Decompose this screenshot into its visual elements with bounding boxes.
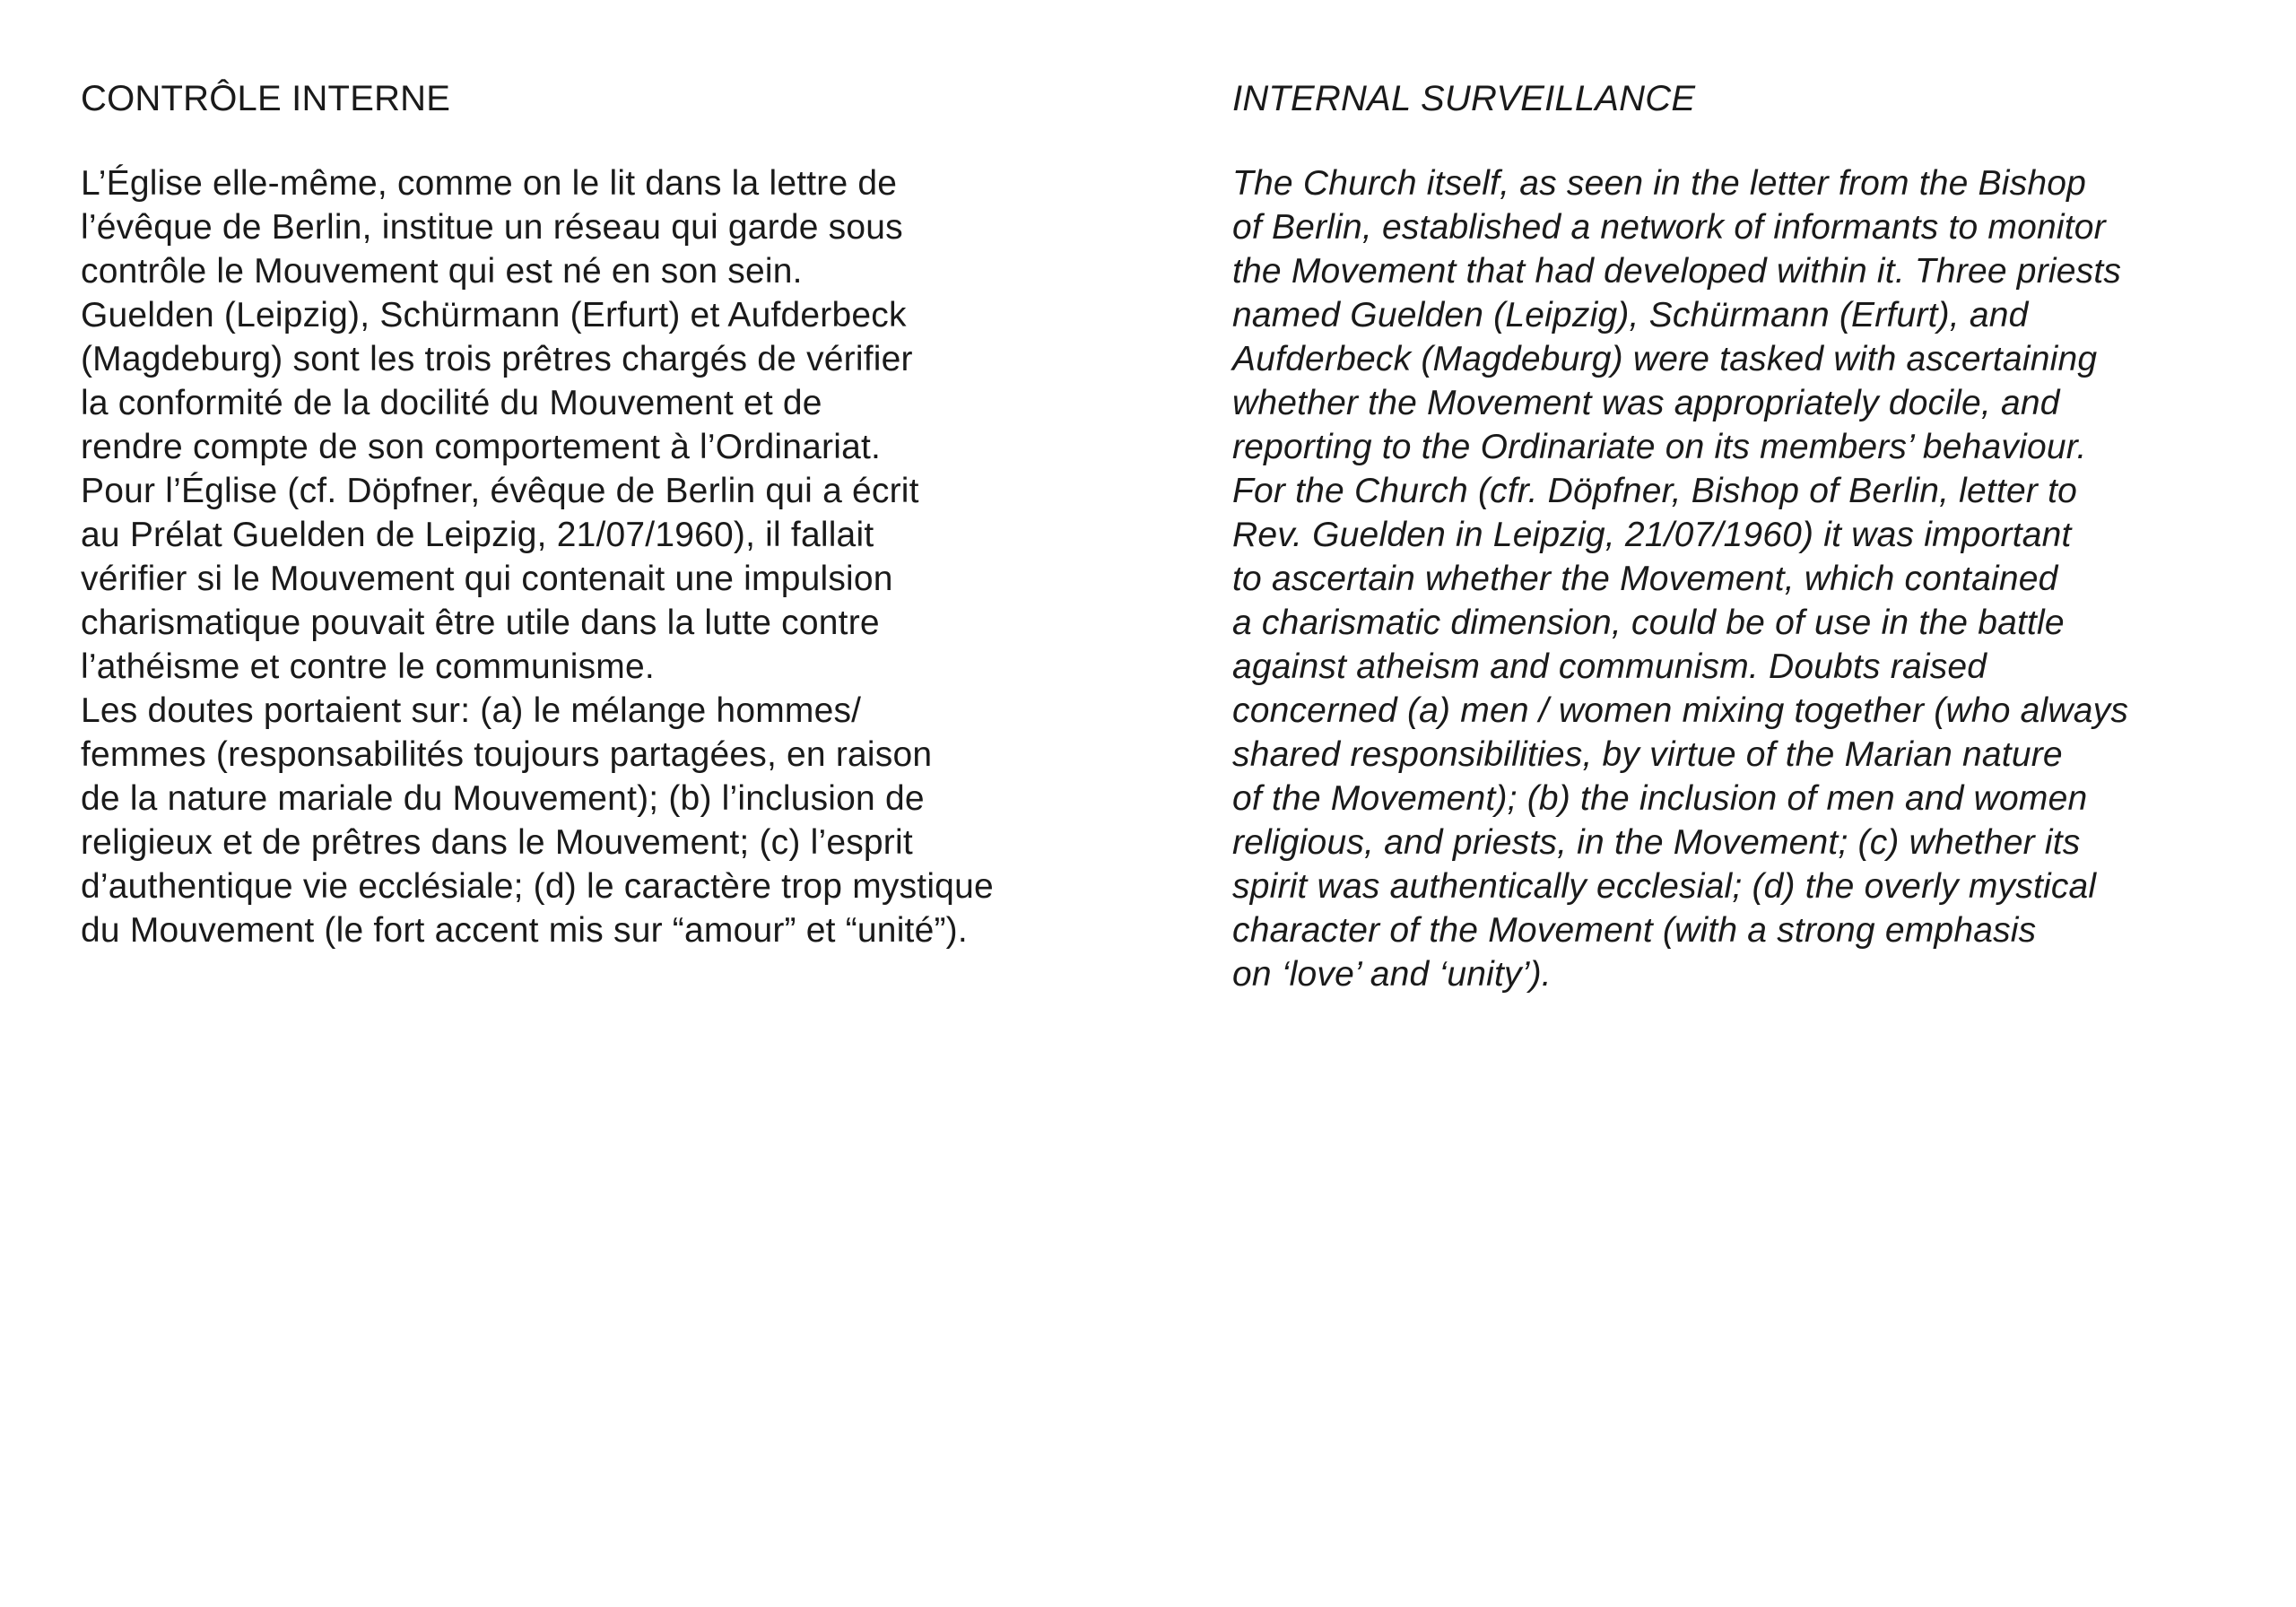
english-body bbox=[1232, 161, 2264, 996]
english-line: the Movement that had developed within it. Three priests bbox=[1232, 252, 2122, 291]
english-line: to ascertain whether the Movement, which contained bbox=[1232, 560, 2058, 598]
french-line: de la nature mariale du Mouvement); (b) l’inclusion de bbox=[81, 779, 925, 818]
english-line: The Church itself, as seen in the letter from the Bishop bbox=[1232, 164, 2086, 203]
english-line: For the Church (cfr. Döpfner, Bishop of Berlin, letter to bbox=[1232, 472, 2078, 510]
english-line: spirit was authentically ecclesial; (d) the overly mystical bbox=[1232, 867, 2097, 906]
french-line: religieux et de prêtres dans le Mouvement; (c) l’esprit bbox=[81, 823, 913, 862]
french-line: charismatique pouvait être utile dans la lutte contre bbox=[81, 604, 880, 642]
french-line: (Magdeburg) sont les trois prêtres chargés de vérifier bbox=[81, 340, 913, 378]
french-line: au Prélat Guelden de Leipzig, 21/07/1960), il fallait bbox=[81, 516, 874, 554]
english-line: concerned (a) men / women mixing together (who always bbox=[1232, 691, 2129, 730]
french-line: la conformité de la docilité du Mouvement et de bbox=[81, 384, 822, 422]
english-column bbox=[1232, 74, 2264, 996]
english-line: shared responsibilities, by virtue of the Marian nature bbox=[1232, 735, 2063, 774]
french-column bbox=[81, 74, 1175, 952]
english-line: named Guelden (Leipzig), Schürmann (Erfurt), and bbox=[1232, 296, 2029, 334]
french-line: l’athéisme et contre le communisme. bbox=[81, 647, 655, 686]
french-line: vérifier si le Mouvement qui contenait une impulsion bbox=[81, 560, 893, 598]
english-line: reporting to the Ordinariate on its members’ behaviour. bbox=[1232, 428, 2087, 466]
french-line: Guelden (Leipzig), Schürmann (Erfurt) et Aufderbeck bbox=[81, 296, 907, 334]
english-line: a charismatic dimension, could be of use in the battle bbox=[1232, 604, 2065, 642]
english-line: Rev. Guelden in Leipzig, 21/07/1960) it was important bbox=[1232, 516, 2072, 554]
french-line: contrôle le Mouvement qui est né en son sein. bbox=[81, 252, 803, 291]
french-line: Pour l’Église (cf. Döpfner, évêque de Berlin qui a écrit bbox=[81, 472, 919, 510]
french-heading: CONTRÔLE INTERNE bbox=[81, 79, 451, 118]
french-line: du Mouvement (le fort accent mis sur “amour” et “unité”). bbox=[81, 911, 968, 950]
english-line: of the Movement); (b) the inclusion of men and women bbox=[1232, 779, 2088, 818]
french-line: l’évêque de Berlin, institue un réseau qui garde sous bbox=[81, 208, 903, 247]
english-line: character of the Movement (with a strong emphasis bbox=[1232, 911, 2037, 950]
french-line: Les doutes portaient sur: (a) le mélange hommes/ bbox=[81, 691, 862, 730]
english-line: religious, and priests, in the Movement; (c) whether its bbox=[1232, 823, 2081, 862]
french-line: femmes (responsabilités toujours partagées, en raison bbox=[81, 735, 933, 774]
english-line: against atheism and communism. Doubts raised bbox=[1232, 647, 1987, 686]
english-line: of Berlin, established a network of informants to monitor bbox=[1232, 208, 2106, 247]
french-line: L’Église elle-même, comme on le lit dans la lettre de bbox=[81, 164, 898, 203]
french-line: rendre compte de son comportement à l’Ordinariat. bbox=[81, 428, 882, 466]
english-line: on ‘love’ and ‘unity’). bbox=[1232, 955, 1552, 994]
french-body bbox=[81, 161, 1175, 952]
english-line: whether the Movement was appropriately docile, and bbox=[1232, 384, 2060, 422]
english-line: Aufderbeck (Magdeburg) were tasked with ascertaining bbox=[1232, 340, 2098, 378]
french-line: d’authentique vie ecclésiale; (d) le caractère trop mystique bbox=[81, 867, 994, 906]
english-heading: INTERNAL SURVEILLANCE bbox=[1232, 79, 1696, 118]
